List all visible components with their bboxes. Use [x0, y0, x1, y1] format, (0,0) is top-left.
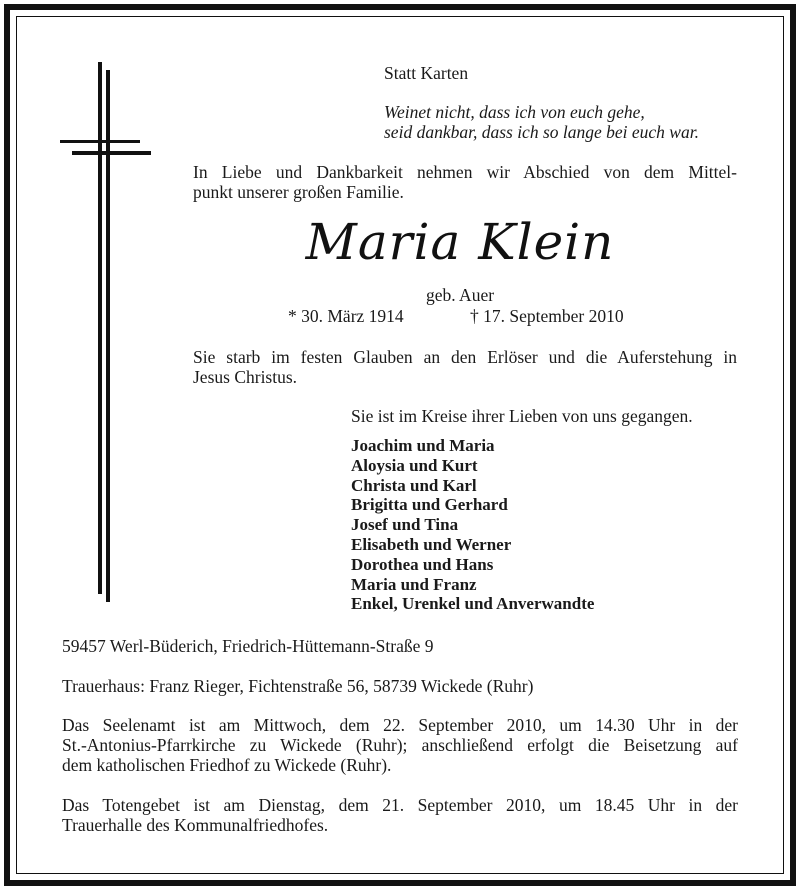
passing-text: Sie ist im Kreise ihrer Lieben von uns gegangen. [351, 406, 693, 426]
intro-line-2: punkt unserer großen Familie. [193, 182, 404, 202]
birth-date: * 30. März 1914 [288, 306, 404, 326]
mourner-item: Aloysia und Kurt [351, 455, 478, 475]
prayer-line-1: Das Totengebet ist am Dienstag, dem 21. September 2010, um 18.45 Uhr in der [62, 795, 738, 815]
requiem-line-3: dem katholischen Friedhof zu Wickede (Ruhr). [62, 755, 392, 775]
mourner-item: Christa und Karl [351, 475, 477, 495]
mourner-item: Joachim und Maria [351, 436, 495, 455]
mourner-item: Enkel, Urenkel und Anverwandte [351, 594, 595, 614]
death-date: † 17. September 2010 [470, 306, 624, 326]
mourner-item: Josef und Tina [351, 515, 459, 535]
faith-line-2: Jesus Christus. [193, 367, 298, 387]
mourner-item: Brigitta und Gerhard [351, 495, 508, 515]
intro-line-1: In Liebe und Dankbarkeit nehmen wir Abschied von dem Mittel- [193, 162, 737, 182]
cross-icon [60, 62, 155, 602]
verse-line-2: seid dankbar, dass ich so lange bei euch war. [384, 122, 699, 142]
maiden-name: geb. Auer [426, 285, 495, 305]
requiem-line-1: Das Seelenamt ist am Mittwoch, dem 22. September 2010, um 14.30 Uhr in der [62, 715, 738, 735]
mourner-item: Elisabeth und Werner [351, 534, 512, 554]
mourner-item: Maria und Franz [351, 574, 477, 594]
deceased-name: Maria Klein [305, 213, 615, 271]
mourning-house: Trauerhaus: Franz Rieger, Fichtenstraße 56, 58739 Wickede (Ruhr) [62, 676, 534, 696]
mourner-item: Dorothea und Hans [351, 554, 494, 574]
prayer-line-2: Trauerhalle des Kommunalfriedhofes. [62, 815, 329, 835]
mourners-list [351, 436, 594, 614]
verse-line-1: Weinet nicht, dass ich von euch gehe, [384, 102, 645, 122]
requiem-line-2: St.-Antonius-Pfarrkirche zu Wickede (Ruhr); anschließend erfolgt die Beisetzung auf [62, 735, 738, 755]
statt-karten: Statt Karten [384, 63, 469, 83]
address: 59457 Werl-Büderich, Friedrich-Hüttemann-Straße 9 [62, 636, 434, 656]
faith-line-1: Sie starb im festen Glauben an den Erlöser und die Auferstehung in [193, 347, 737, 367]
